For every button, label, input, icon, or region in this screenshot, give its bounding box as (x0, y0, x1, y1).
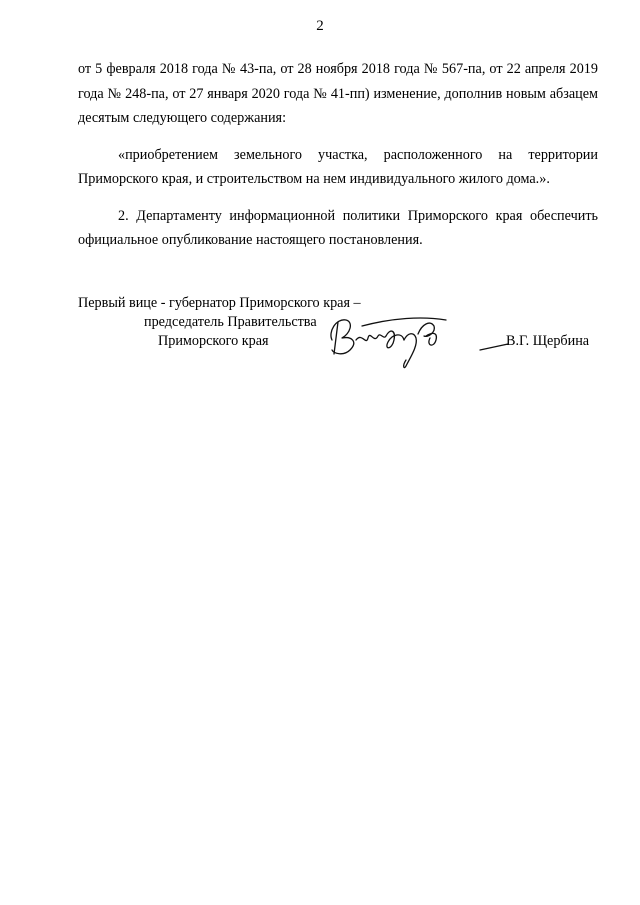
signatory-title-line1: Первый вице - губернатор Приморского края – (78, 295, 361, 311)
document-body (78, 57, 598, 253)
page-number: 2 (316, 18, 324, 34)
handwritten-signature (322, 310, 512, 372)
paragraph-amendment-intro: от 5 февраля 2018 года № 43-па, от 28 ноября 2018 года № 567-па, от 22 апреля 2019 года № 248-па, от 27 января 2020 года № 41-пп) изменение, дополнив новым абзацем десятым следующего содержания: (78, 61, 598, 126)
signatory-title-line3: Приморского края (158, 333, 269, 349)
paragraph-publication: 2. Департаменту информационной политики Приморского края обеспечить официальное опубликование настоящего постановления. (78, 207, 598, 248)
signatory-title-line2: председатель Правительства (144, 314, 317, 330)
signatory-name: В.Г. Щербина (506, 333, 590, 349)
paragraph-quoted-text: «приобретением земельного участка, расположенного на территории Приморского края, и строительством на нем индивидуального жилого дома.». (78, 146, 598, 187)
